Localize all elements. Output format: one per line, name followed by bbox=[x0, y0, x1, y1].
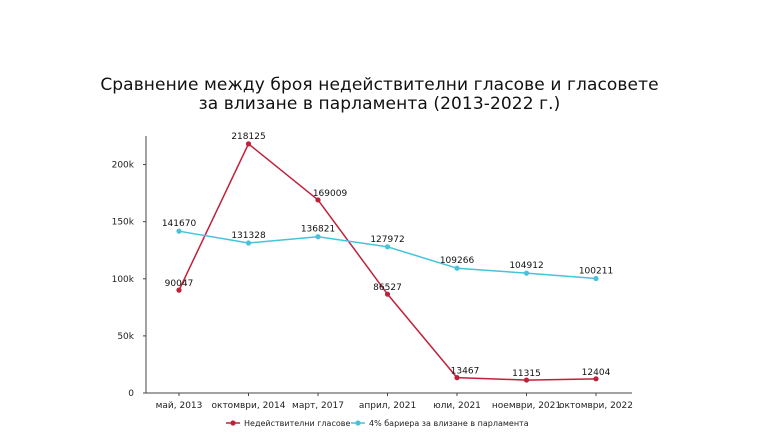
data-point bbox=[246, 240, 251, 245]
y-tick-label: 150k bbox=[111, 217, 134, 228]
data-point bbox=[315, 234, 320, 239]
data-label: 90047 bbox=[164, 279, 194, 290]
data-label: 218125 bbox=[231, 131, 266, 142]
y-tick-label: 200k bbox=[111, 160, 134, 171]
legend bbox=[226, 419, 529, 428]
legend-label: Недействителни гласове bbox=[244, 419, 351, 428]
x-tick-label: юли, 2021 bbox=[433, 401, 481, 411]
legend-label: 4% бариера за влизане в парламента bbox=[369, 419, 529, 428]
data-point bbox=[246, 141, 251, 146]
data-point bbox=[385, 244, 390, 249]
x-tick-label: април, 2021 bbox=[358, 401, 417, 411]
data-label: 131328 bbox=[231, 230, 266, 241]
data-label: 86527 bbox=[373, 283, 402, 294]
data-point bbox=[524, 271, 529, 276]
data-label: 127972 bbox=[370, 234, 405, 245]
y-tick-label: 0 bbox=[128, 389, 134, 399]
data-point bbox=[593, 276, 598, 281]
x-tick-label: ноември, 2021 bbox=[491, 401, 562, 411]
legend-swatch-marker bbox=[230, 420, 235, 425]
data-label: 169009 bbox=[312, 188, 348, 199]
data-label: 136821 bbox=[300, 224, 336, 235]
legend-item bbox=[351, 419, 529, 428]
data-label: 11315 bbox=[512, 369, 541, 380]
data-labels-layer bbox=[162, 132, 613, 379]
y-tick-label: 100k bbox=[111, 274, 134, 285]
x-tick-label: октомври, 2014 bbox=[211, 401, 286, 411]
legend-item bbox=[226, 419, 350, 428]
chart-title-line-1: Сравнение между броя недействителни гласове и гласовете bbox=[100, 75, 659, 95]
data-label: 104912 bbox=[509, 261, 544, 272]
data-label: 141670 bbox=[161, 219, 197, 230]
x-tick-label: октомври, 2022 bbox=[559, 401, 633, 411]
data-label: 12404 bbox=[581, 367, 611, 378]
data-label: 13467 bbox=[450, 366, 480, 377]
x-tick-label: май, 2013 bbox=[155, 401, 203, 411]
x-tick-label: март, 2017 bbox=[292, 401, 344, 411]
chart-title-line-2: за влизане в парламента (2013-2022 г.) bbox=[198, 94, 561, 114]
data-label: 109266 bbox=[439, 256, 475, 267]
y-tick-label: 50k bbox=[117, 331, 134, 342]
data-point bbox=[454, 266, 459, 271]
data-label: 100211 bbox=[578, 266, 614, 277]
data-point bbox=[176, 229, 181, 234]
legend-swatch-marker bbox=[355, 420, 360, 425]
